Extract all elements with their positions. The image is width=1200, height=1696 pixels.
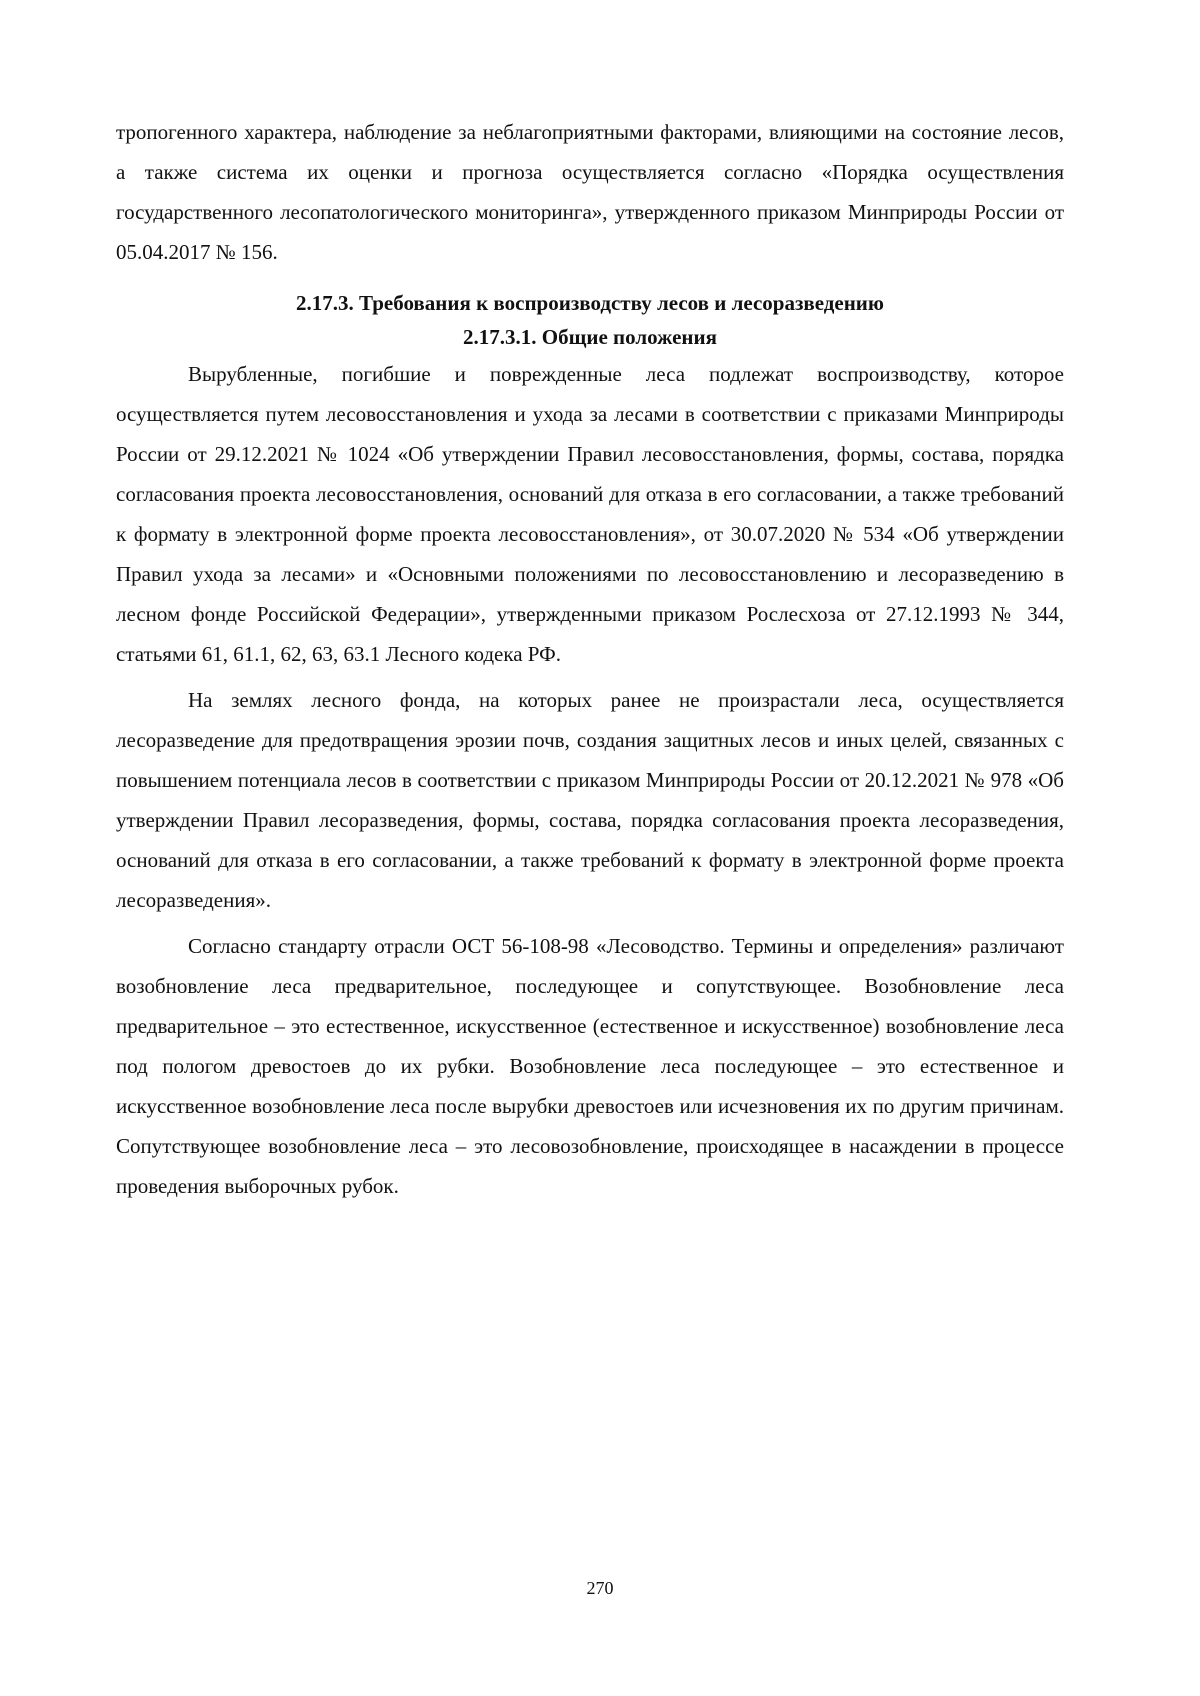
section-heading: 2.17.3. Требования к воспроизводству лесов и лесоразведению — [296, 291, 884, 315]
continuation-paragraph: тропогенного характера, наблюдение за неблагоприятными факторами, влияющими на состояние лесов, а также система их оценки и прогноза осуществляется согласно «Порядка осуществления государственного лесопатологического мониторинга», утвержденного приказом Минприроды России от 05.04.2017 № 156. — [116, 120, 1064, 264]
document-page — [116, 112, 1064, 1206]
page-number: 270 — [586, 1578, 614, 1598]
subsection-heading: 2.17.3.1. Общие положения — [463, 325, 717, 349]
paragraph-reproduction: Вырубленные, погибшие и поврежденные леса подлежат воспроизводству, которое осуществляется путем лесовосстановления и ухода за лесами в соответствии с приказами Минприроды России от 29.12.2021 № 1024 «Об утверждении Правил лесовосстановления, формы, состава, порядка согласования проекта лесовосстановления, оснований для отказа в его согласовании, а также требований к формату в электронной форме проекта лесовосстановления», от 30.07.2020 № 534 «Об утверждении Правил ухода за лесами» и «Основными положениями по лесовосстановлению и лесоразведению в лесном фонде Российской Федерации», утвержденными приказом Рослесхоза от 27.12.1993 № 344, статьями 61, 61.1, 62, 63, 63.1 Лесного кодека РФ. — [116, 362, 1064, 666]
paragraph-afforestation: На землях лесного фонда, на которых ранее не произрастали леса, осуществляется лесоразведение для предотвращения эрозии почв, создания защитных лесов и иных целей, связанных с повышением потенциала лесов в соответствии с приказом Минприроды России от 20.12.2021 № 978 «Об утверждении Правил лесоразведения, формы, состава, порядка согласования проекта лесоразведения, оснований для отказа в его согласовании, а также требований к формату в электронной форме проекта лесоразведения». — [116, 688, 1064, 912]
paragraph-regeneration-types: Согласно стандарту отрасли ОСТ 56-108-98 «Лесоводство. Термины и определения» различают возобновление леса предварительное, последующее и сопутствующее. Возобновление леса предварительное – это естественное, искусственное (естественное и искусственное) возобновление леса под пологом древостоев до их рубки. Возобновление леса последующее – это естественное и искусственное возобновление леса после вырубки древостоев или исчезновения их по другим причинам. Сопутствующее возобновление леса – это лесовозобновление, происходящее в насаждении в процессе проведения выборочных рубок. — [116, 934, 1064, 1198]
